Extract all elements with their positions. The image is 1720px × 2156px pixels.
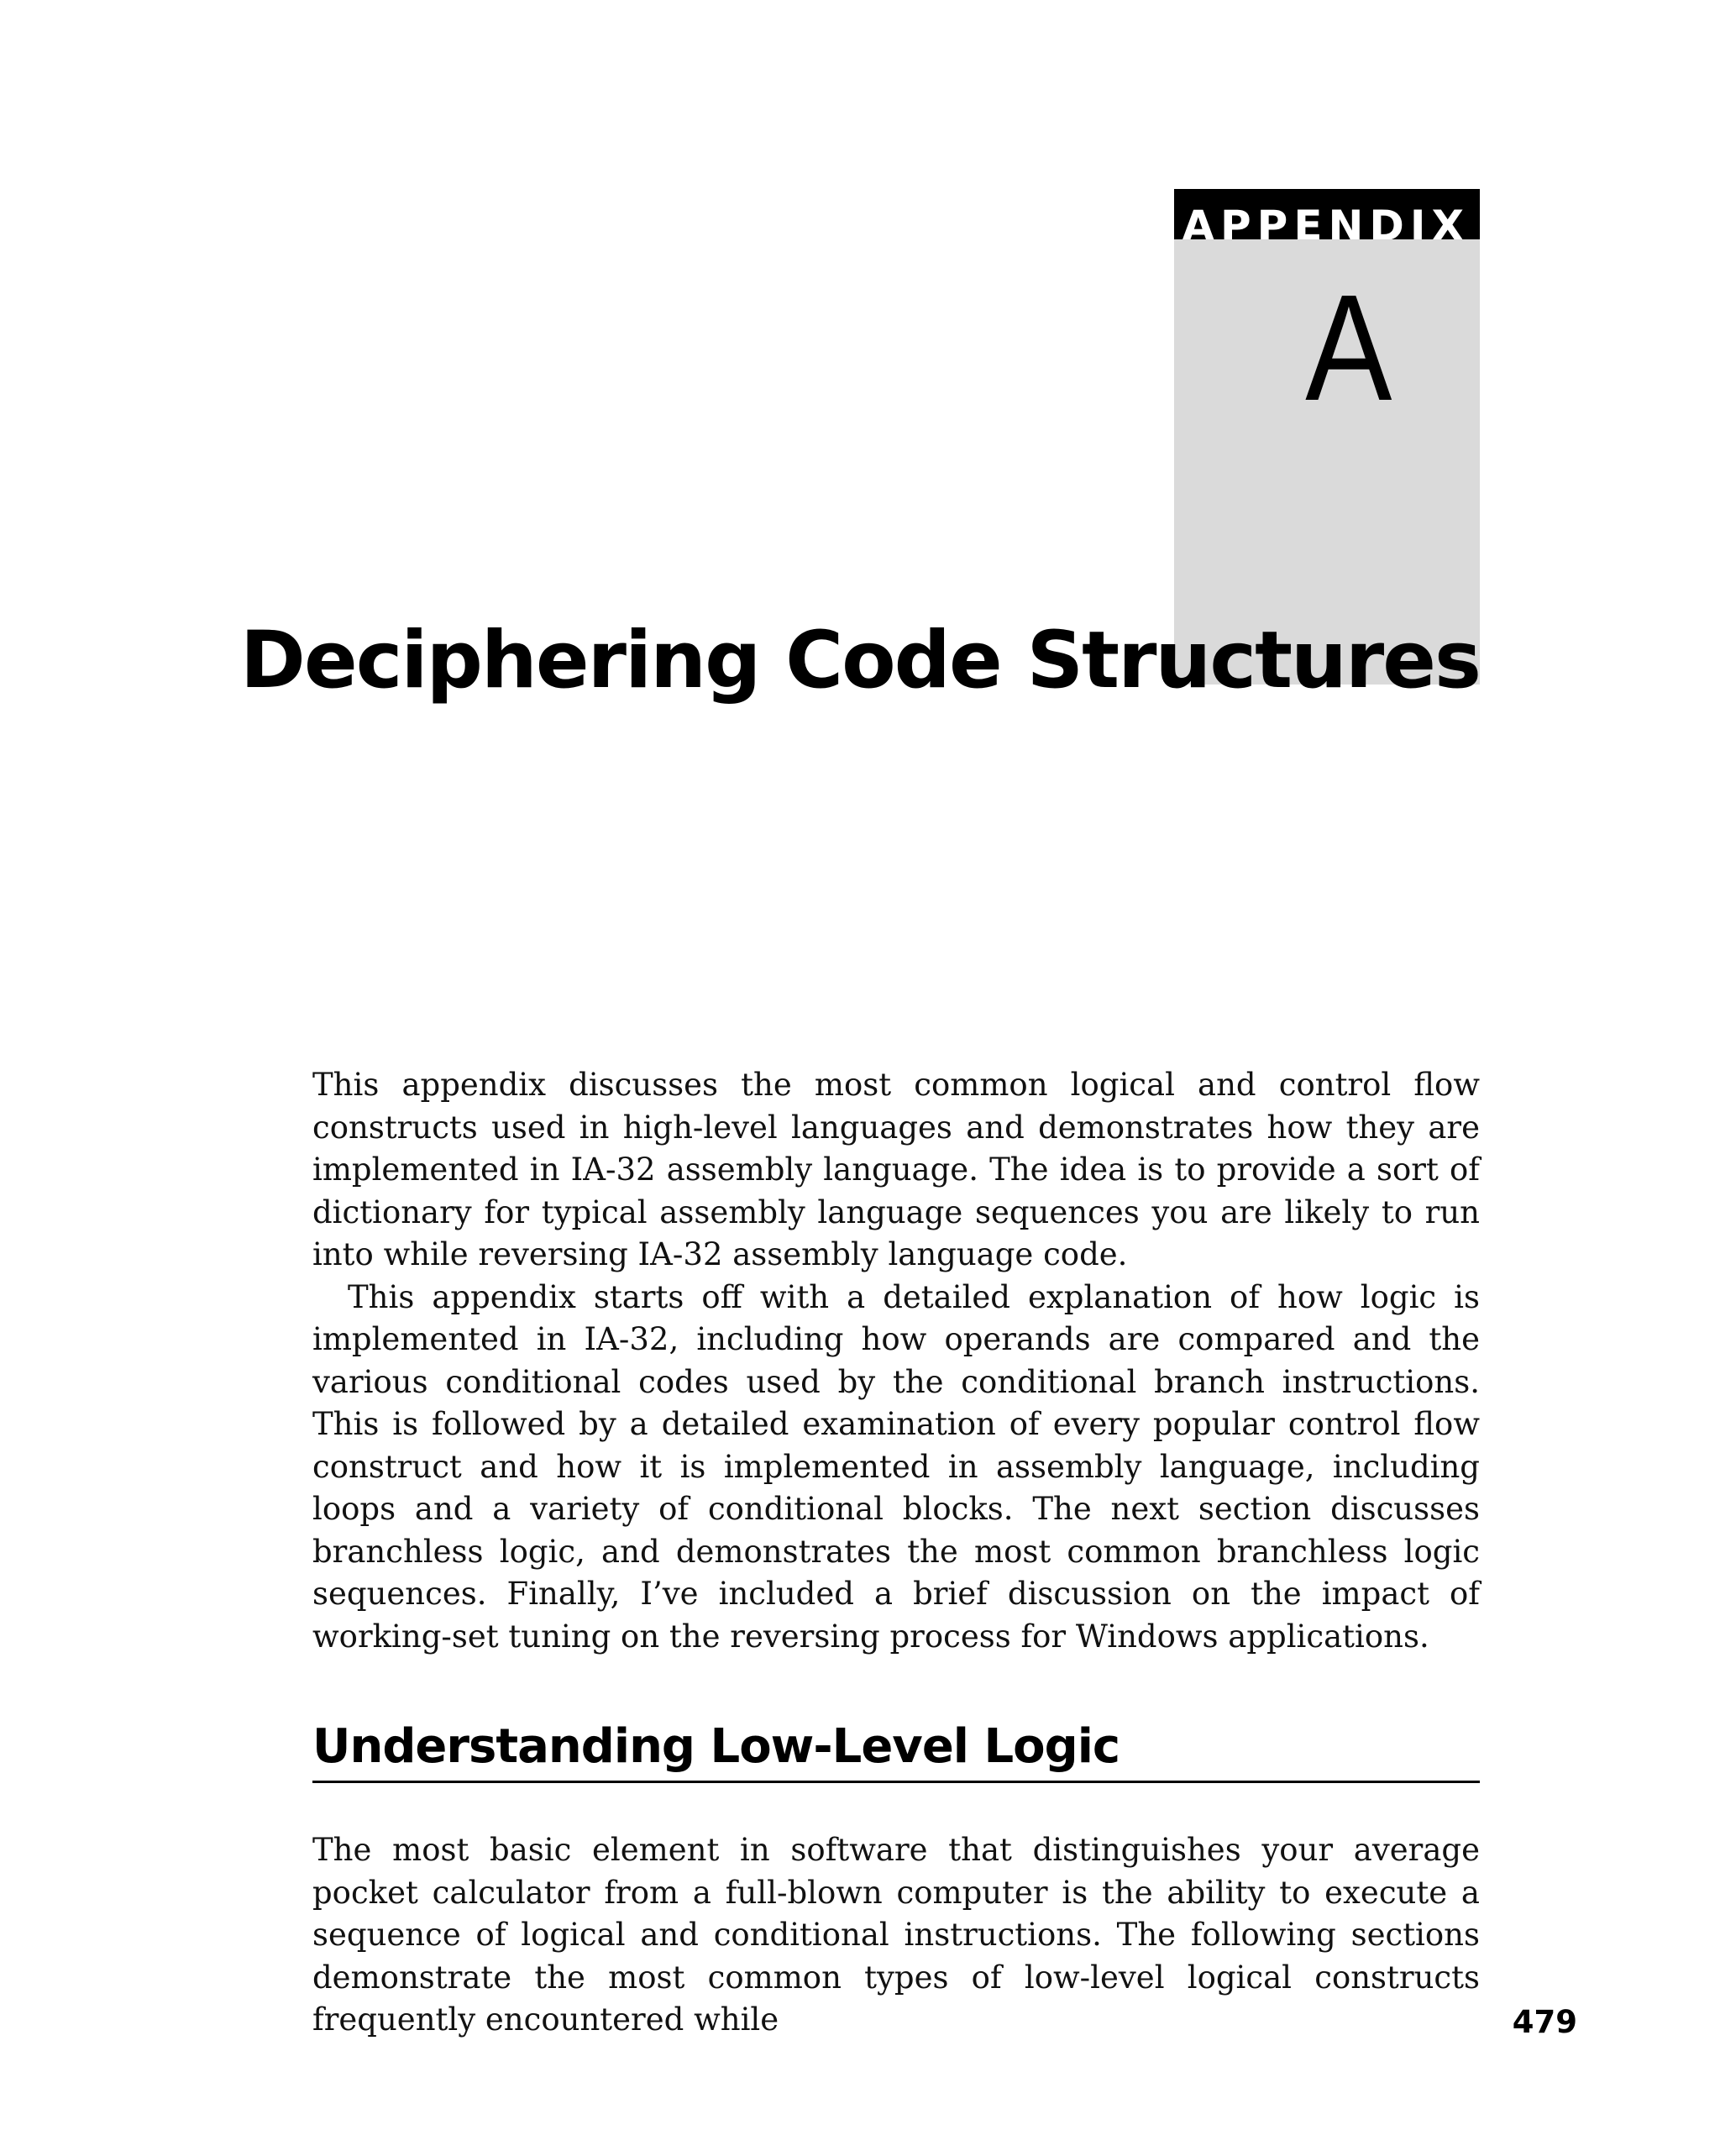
- appendix-label: APPENDIX: [1182, 202, 1470, 239]
- appendix-tab: [1174, 189, 1480, 685]
- intro-paragraph-1: This appendix discusses the most common logical and control flow constructs used in high-level languages and demonstrates how they are implemented in IA-32 assembly language. The idea is to provide a sort of dictionary for typical assembly language sequences you are likely to run into while reversing IA-32 assembly language code.: [312, 1067, 1480, 1272]
- section-paragraph: The most basic element in software that distinguishes your average pocket calculator from a full-blown computer is the ability to execute a sequence of logical and conditional instructions. The following sections demonstrate the most common types of low-level logical constructs frequently encountered while: [312, 1832, 1480, 2038]
- section-text: [312, 1829, 1480, 2042]
- chapter-title: Deciphering Code Structures: [239, 615, 1480, 706]
- page-number: 479: [1512, 2004, 1577, 2040]
- intro-text: [312, 1064, 1480, 1658]
- intro-paragraph-2: This appendix starts off with a detailed explanation of how logic is implemented in IA-32, including how operands are compared and the various conditional codes used by the conditional branch instructions. This is followed by a detailed examination of every popular control flow construct and how it is implemented in assembly language, including loops and a variety of conditional blocks. The next section discusses branchless logic, and demonstrates the most common branchless logic sequences. Finally, I’ve included a brief discussion on the impact of working-set tuning on the reversing process for Windows applications.: [312, 1278, 1480, 1655]
- appendix-letter: A: [1305, 264, 1392, 433]
- section-heading: Understanding Low-Level Logic: [312, 1715, 1480, 1783]
- appendix-label-band: [1174, 189, 1480, 239]
